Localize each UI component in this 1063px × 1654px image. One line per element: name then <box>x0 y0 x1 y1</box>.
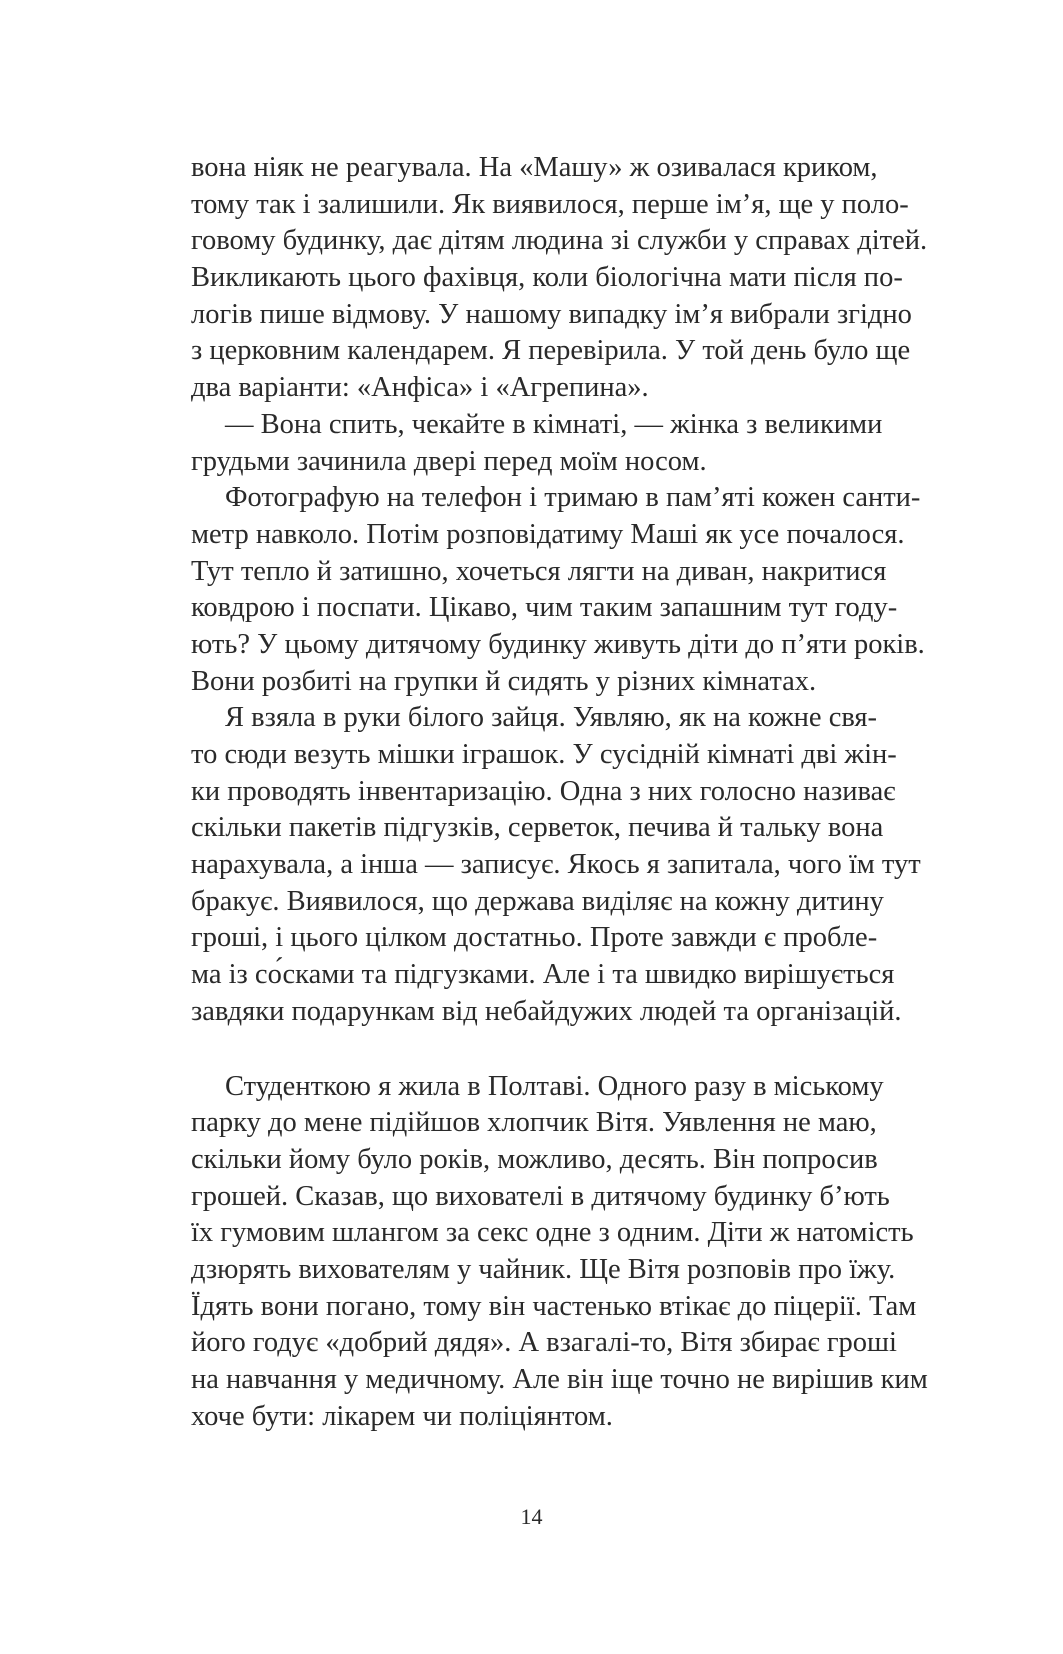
paragraph <box>191 150 928 407</box>
text-line: бракує. Виявилося, що держава виділяє на кожну дитину <box>191 885 884 917</box>
text-line: два варіанти: «Анфіса» і «Агрепина». <box>191 372 649 404</box>
text-line: з церковним календарем. Я перевірила. У той день було ще <box>191 335 911 367</box>
text-line: метр навколо. Потім розповідатиму Маші як усе почалося. <box>191 518 905 550</box>
text-line: Я взяла в руки білого зайця. Уявляю, як на кожне свя- <box>225 702 878 734</box>
text-line: гроші, і цього цілком достатньо. Проте завжди є пробле- <box>191 922 878 954</box>
paragraph <box>191 480 925 700</box>
text-line: логів пише відмову. У нашому випадку ім’я вибрали згідно <box>191 298 912 330</box>
text-line: ють? У цьому дитячому будинку живуть діти до п’яти років. <box>191 628 925 660</box>
text-line: Фотографую на телефон і тримаю в пам’яті кожен санти- <box>225 482 921 514</box>
text-line: ковдрою і поспати. Цікаво, чим таким запашним тут году- <box>191 592 898 624</box>
text-line: — Вона спить, чекайте в кімнаті, — жінка з великими <box>225 408 883 440</box>
text-line: їх гумовим шлангом за секс одне з одним. Діти ж натомість <box>191 1217 914 1249</box>
text-line: вона ніяк не реагувала. На «Машу» ж озивалася криком, <box>191 152 878 183</box>
text-line: парку до мене підійшов хлопчик Вітя. Уявлення не маю, <box>191 1107 877 1139</box>
text-line: скільки йому було років, можливо, десять. Він попросив <box>191 1143 878 1175</box>
text-line: то сюди везуть мішки іграшок. У сусідній кімнаті дві жін- <box>191 739 897 770</box>
text-line: дзюрять вихователям у чайник. Ще Вітя розповів про їжу. <box>191 1253 896 1285</box>
text-line: його годує «добрий дядя». А взагалі-то, Вітя збирає гроші <box>191 1327 897 1359</box>
paragraph <box>191 1069 928 1436</box>
text-line: грошей. Сказав, що вихователі в дитячому будинку б’ють <box>191 1180 890 1212</box>
section-break <box>191 1031 876 1069</box>
text-line: грудьми зачинила двері перед моїм носом. <box>191 445 707 477</box>
text-line: на навчання у медичному. Але він іще точно не вирішив ким <box>191 1364 928 1395</box>
text-line: ки проводять інвентаризацію. Одна з них голосно називає <box>191 775 896 807</box>
text-line: завдяки подарункам від небайдужих людей та організацій. <box>191 995 902 1027</box>
text-line: говому будинку, дає дітям людина зі служби у справах дітей. <box>191 225 928 257</box>
text-line: Тут тепло й затишно, хочеться лягти на диван, накритися <box>191 555 887 587</box>
paragraph <box>191 700 921 1030</box>
text-line: Їдять вони погано, тому він частенько втікає до піцерії. Там <box>191 1290 917 1322</box>
text-line: скільки пакетів підгузків, серветок, печива й тальку вона <box>191 812 884 844</box>
text-line: тому так і залишили. Як виявилося, перше ім’я, ще у поло- <box>191 188 909 220</box>
text-line: хоче бути: лікарем чи поліціянтом. <box>191 1400 613 1432</box>
text-line: ма із со́сками та підгузками. Але і та швидко вирішується <box>191 959 895 991</box>
text-line: нарахувала, а інша — записує. Якось я запитала, чого їм тут <box>191 849 921 881</box>
body-text <box>191 150 928 1435</box>
paragraph <box>191 407 883 480</box>
page-number: 14 <box>520 1504 543 1529</box>
text-line: Вони розбиті на групки й сидять у різних кімнатах. <box>191 665 817 697</box>
text-line: Студенткою я жила в Полтаві. Одного разу в міському <box>225 1070 884 1102</box>
text-line: Викликають цього фахівця, коли біологічна мати після по- <box>191 262 903 294</box>
